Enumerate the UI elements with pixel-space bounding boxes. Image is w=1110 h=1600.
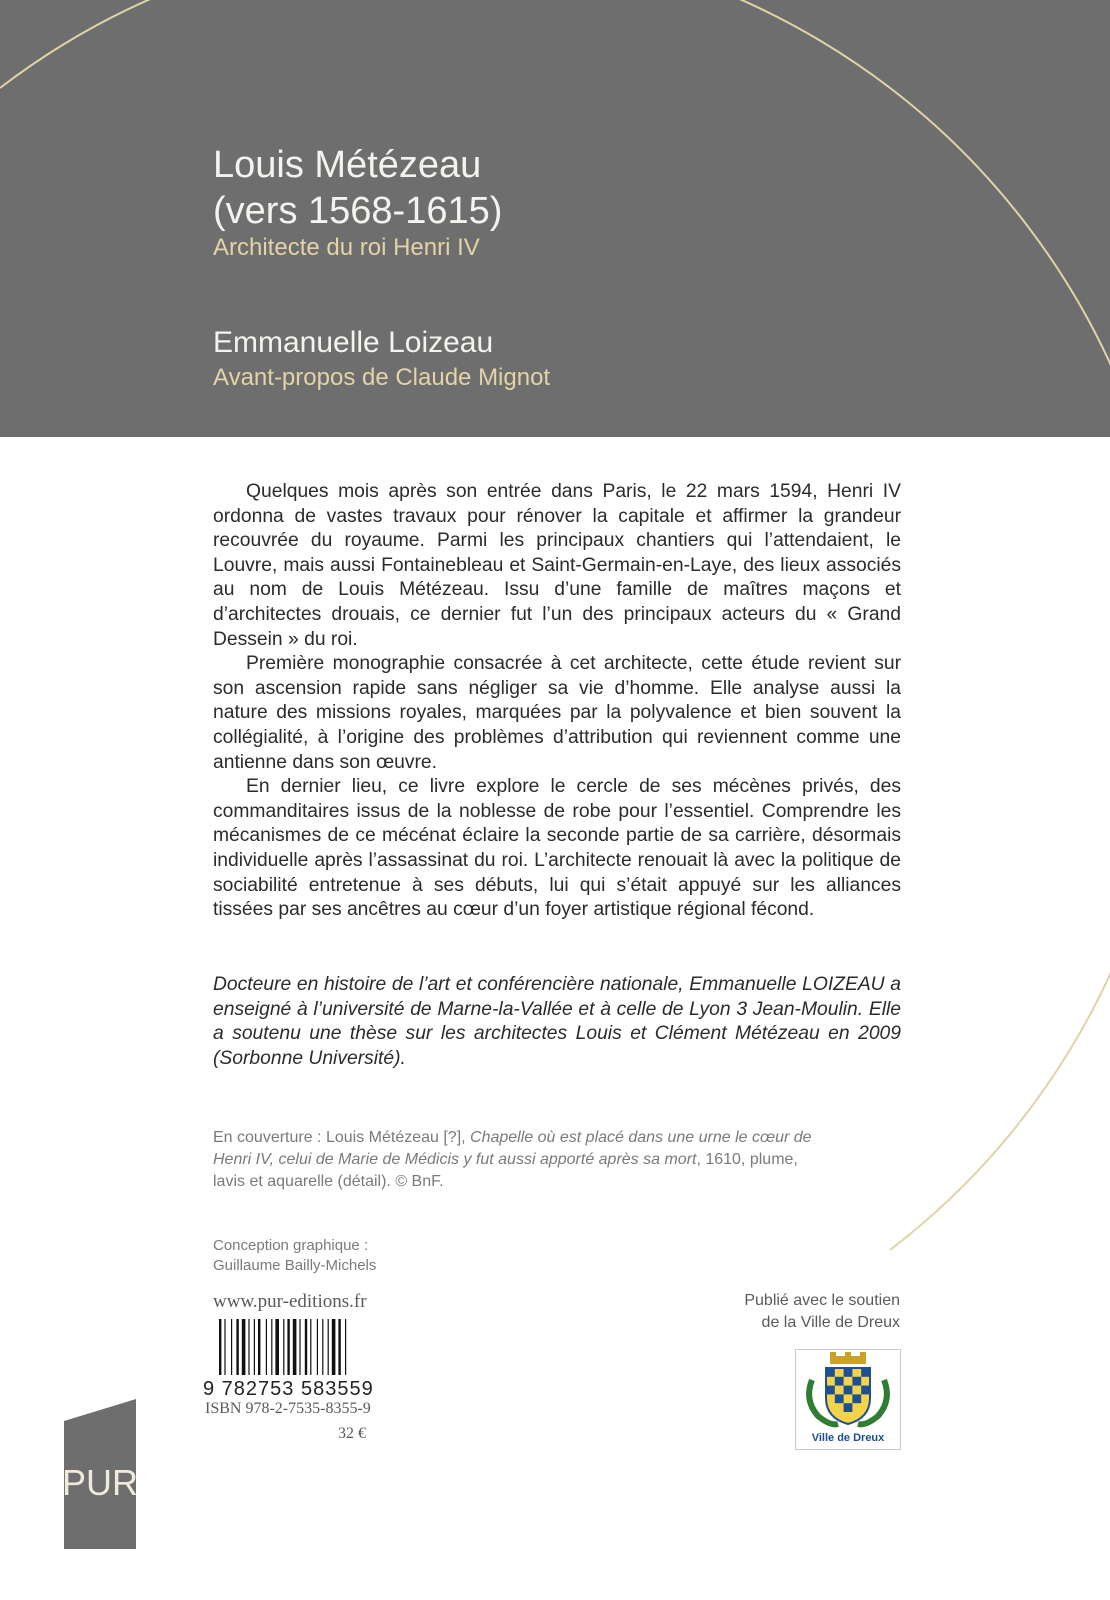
author-bio: Docteure en histoire de l’art et conférencière nationale, Emmanuelle LOIZEAU a enseigné à l’université de Marne-la-Vallée et à celle de Lyon 3 Jean-Moulin. Elle a soutenu une thèse sur les architectes Louis et Clément Métézeau en 2009 (Sorbonne Université). — [213, 974, 901, 1069]
design-credit-label: Conception graphique : — [213, 1237, 369, 1254]
barcode-bar — [310, 1319, 311, 1375]
barcode-bar — [236, 1319, 238, 1375]
barcode-bar — [293, 1319, 297, 1375]
pur-logo-icon — [60, 1399, 140, 1549]
summary-paragraph: Quelques mois après son entrée dans Paris, le 22 mars 1594, Henri IV ordonna de vastes travaux pour rénover la capitale et affirmer la grandeur recouvrée du royaume. Parmi les principaux chantiers qui l’attendaient, le Louvre, mais aussi Fontainebleau et Saint-Germain-en-Laye, des lieux associés au nom de Louis Métézeau. Issu d’une famille de maîtres maçons et d’architectes drouais, ce dernier fut l’un des principaux acteurs du « Grand Dessein » du roi. — [213, 481, 901, 650]
barcode-bar — [219, 1319, 221, 1375]
barcode-bar — [328, 1319, 329, 1375]
barcode-bar — [287, 1319, 289, 1375]
book-subtitle: Architecte du roi Henri IV — [213, 234, 480, 261]
credit-prefix: En couverture : Louis Métézeau [?], — [213, 1129, 471, 1146]
barcode-bar — [224, 1319, 225, 1375]
foreword-credit: Avant-propos de Claude Mignot — [213, 364, 551, 391]
barcode-bar — [242, 1319, 246, 1375]
coat-of-arms-icon — [796, 1350, 900, 1430]
credit-suffix: , 1610, plume, lavis et aquarelle (détail). © BnF. — [213, 1151, 798, 1190]
title-name: Louis Métézeau — [213, 144, 482, 186]
support-line: Publié avec le soutien — [744, 1292, 900, 1309]
barcode-bar — [254, 1319, 255, 1375]
barcode-bar — [317, 1319, 318, 1375]
barcode-bar — [271, 1319, 272, 1375]
barcode-bar — [332, 1319, 336, 1375]
summary-text — [213, 480, 901, 923]
title-dates: (vers 1568-1615) — [213, 190, 503, 232]
support-notice — [744, 1290, 900, 1334]
barcode-bar — [248, 1319, 249, 1375]
barcode-bar — [345, 1319, 346, 1375]
author-name: Emmanuelle Loizeau — [213, 326, 494, 359]
barcode-icon — [219, 1319, 383, 1375]
barcode-bar — [231, 1319, 232, 1375]
dreux-crest — [795, 1349, 901, 1450]
crest-label: Ville de Dreux — [811, 1432, 885, 1444]
barcode-digits: 9 782753 583559 — [203, 1378, 374, 1400]
publisher-website[interactable]: www.pur-editions.fr — [213, 1291, 367, 1312]
barcode-bar — [305, 1319, 307, 1375]
barcode-bar — [299, 1319, 300, 1375]
cover-credit — [213, 1127, 813, 1193]
credit-work-title: Chapelle où est placé dans une urne le cœur de Henri IV, celui de Marie de Médicis y fut aussi apporté après sa mort — [213, 1129, 812, 1168]
price: 32 € — [338, 1425, 366, 1442]
isbn-number: ISBN 978-2-7535-8355-9 — [205, 1400, 371, 1417]
barcode-bar — [266, 1319, 267, 1375]
pur-logo-text: PUR — [61, 1462, 139, 1503]
header-band — [0, 0, 1110, 437]
summary-paragraph: Première monographie consacrée à cet architecte, cette étude revient sur son ascension rapide sans négliger sa vie d’homme. Elle analyse aussi la nature des missions royales, marquées par la polyvalence et bien souvent la collégialité, à l’origine des problèmes d’attribution qui reviennent comme une antienne dans son œuvre. — [213, 653, 901, 773]
barcode-bar — [322, 1319, 323, 1375]
design-credit-name: Guillaume Bailly-Michels — [213, 1257, 377, 1274]
design-credit — [213, 1236, 376, 1276]
support-line: de la Ville de Dreux — [761, 1314, 900, 1331]
barcode-bar — [283, 1319, 284, 1375]
barcode-bar — [275, 1319, 279, 1375]
summary-paragraph: En dernier lieu, ce livre explore le cercle de ses mécènes privés, des commanditaires issus de la noblesse de robe pour l’essentiel. Comprendre les mécanismes de ce mécénat éclaire la seconde partie de sa carrière, désormais individuelle après l’assassinat du roi. L’architecte renouait là avec la politique de sociabilité entretenue à ses débuts, lui qui s’était appuyé sur les alliances tissées par ses ancêtres au cœur d’un foyer artistique régional fécond. — [213, 776, 901, 921]
barcode-bar — [338, 1319, 340, 1375]
barcode-bar — [258, 1319, 260, 1375]
book-title — [213, 142, 502, 234]
